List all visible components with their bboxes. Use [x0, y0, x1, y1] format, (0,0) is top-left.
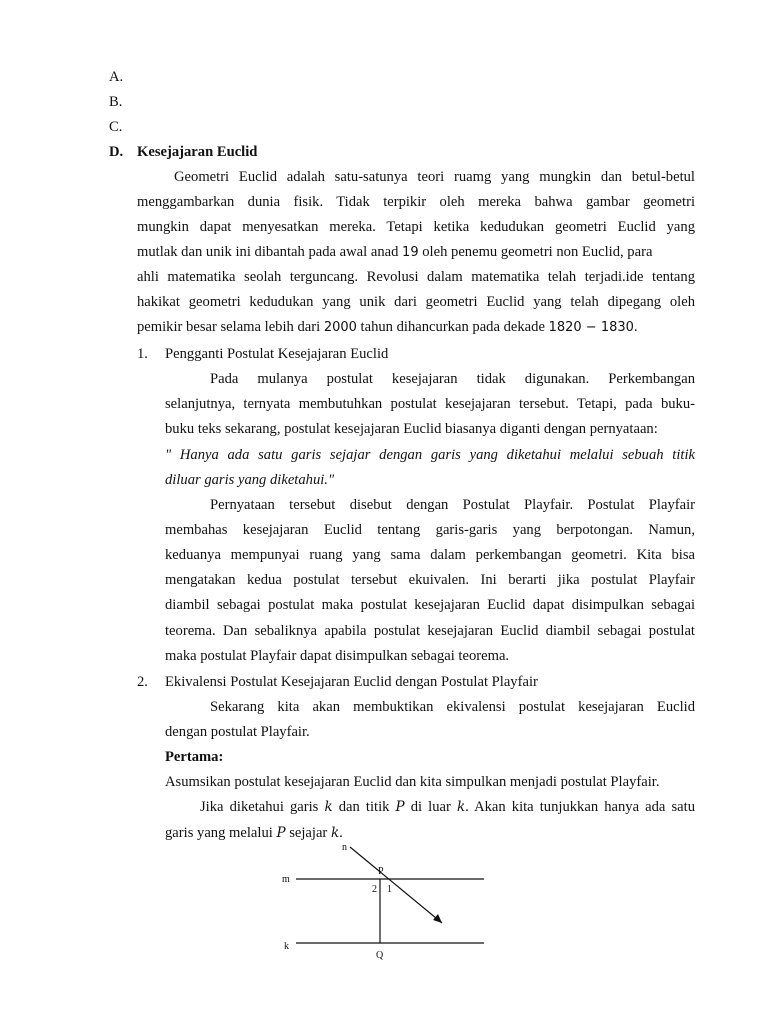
item-1-p2-line-4: mengatakan kedua postulat tersebut ekuivalen. Ini berarti jika postulat Playfair [165, 572, 695, 588]
section-letter-b: B. [109, 94, 123, 110]
item-1-p2-line-6: teorema. Dan sebaliknya apabila postulat kesejajaran Euclid diambil sebagai postulat [165, 623, 695, 639]
item-1-title: Pengganti Postulat Kesejajaran Euclid [165, 346, 389, 362]
quote-line-2: diluar garis yang diketahui." [165, 472, 335, 488]
item-1-number: 1. [137, 346, 148, 362]
var-P-2: P [276, 825, 286, 841]
jika-line: Jika diketahui garis k dan titik P di luar k. Akan kita tunjukkan hanya ada satu [200, 799, 695, 815]
label-k: k [284, 941, 289, 952]
intro-line-1: Geometri Euclid adalah satu-satunya teori ruamg yang mungkin dan betul-betul [174, 169, 695, 185]
item-2-title: Ekivalensi Postulat Kesejajaran Euclid dengan Postulat Playfair [165, 674, 538, 690]
line-n [350, 847, 442, 923]
years-number: 2000 [323, 320, 357, 335]
item-2-p1-line-2: dengan postulat Playfair. [165, 724, 310, 740]
garis-line: garis yang melalui P sejajar k. [165, 825, 343, 841]
intro-line-7: pemikir besar selama lebih dari 2000 tahun dihancurkan pada dekade 1820 − 1830. [137, 319, 638, 335]
item-1-p1-line-2: selanjutnya, ternyata membutuhkan postulat kesejajaran tersebut. Tetapi, pada buku- [165, 396, 695, 412]
item-1-p2-line-3: keduanya mempunyai ruang yang sama dalam perkembangan geometri. Kita bisa [165, 547, 695, 563]
parallel-lines-diagram [270, 840, 490, 965]
label-m: m [282, 874, 290, 885]
var-k-2: k [456, 799, 466, 815]
century-number: 19 [402, 245, 419, 260]
item-2-number: 2. [137, 674, 148, 690]
var-k: k [324, 799, 333, 815]
label-P: P [378, 866, 384, 877]
intro-line-2: menggambarkan dunia fisik. Tidak terpikir oleh mereka bahwa gambar geometri [137, 194, 695, 210]
arrowhead-n [433, 914, 442, 923]
label-angle-2: 2 [372, 884, 377, 895]
intro-line-6: hakikat geometri kedudukan yang unik dari geometri Euclid yang telah dipegang oleh [137, 294, 695, 310]
section-letter-d: D. [109, 144, 124, 160]
item-1-p2-line-5: diambil sebagai postulat maka postulat kesejajaran Euclid dapat disimpulkan sebagai [165, 597, 695, 613]
item-1-p2-line-1: Pernyataan tersebut disebut dengan Postulat Playfair. Postulat Playfair [210, 497, 695, 513]
var-P: P [395, 799, 405, 815]
intro-line-4: mutlak dan unik ini dibantah pada awal anad 19 oleh penemu geometri non Euclid, para [137, 244, 653, 260]
var-k-3: k [330, 825, 340, 841]
intro-line-5: ahli matematika seolah terguncang. Revolusi dalam matematika telah terjadi.ide tentang [137, 269, 695, 285]
decade-range: 1820 − 1830 [548, 320, 634, 335]
item-1-p2-line-2: membahas kesejajaran Euclid tentang garis-garis yang berpotongan. Namun, [165, 522, 695, 538]
label-angle-1: 1 [387, 884, 392, 895]
item-2-p1-line-1: Sekarang kita akan membuktikan ekivalensi postulat kesejajaran Euclid [210, 699, 695, 715]
label-Q: Q [376, 950, 384, 961]
item-1-p1-line-3: buku teks sekarang, postulat kesejajaran Euclid biasanya diganti dengan pernyataan: [165, 421, 658, 437]
pertama-heading: Pertama: [165, 749, 224, 765]
item-1-p1-line-1: Pada mulanya postulat kesejajaran tidak digunakan. Perkembangan [210, 371, 695, 387]
item-1-p2-line-7: maka postulat Playfair dapat disimpulkan sebagai teorema. [165, 648, 510, 664]
label-n: n [342, 842, 347, 853]
section-d-title: Kesejajaran Euclid [137, 144, 258, 160]
asumsi-line: Asumsikan postulat kesejajaran Euclid dan kita simpulkan menjadi postulat Playfair. [165, 774, 660, 790]
intro-line-3: mungkin dapat menyesatkan mereka. Tetapi ketika kedudukan geometri Euclid yang [137, 219, 695, 235]
quote-line-1: " Hanya ada satu garis sejajar dengan garis yang diketahui melalui sebuah titik [165, 447, 695, 463]
section-letter-c: C. [109, 119, 123, 135]
section-letter-a: A. [109, 69, 124, 85]
